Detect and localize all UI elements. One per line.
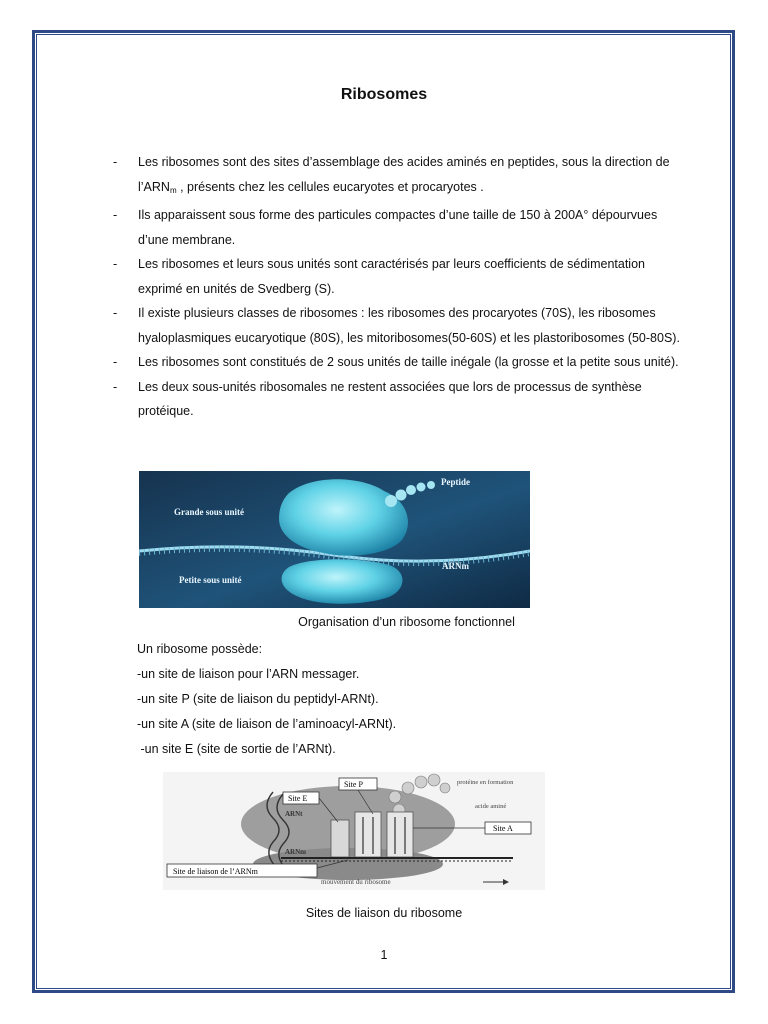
bullet-dash: - [113,355,118,369]
figure-caption: Sites de liaison du ribosome [305,906,463,920]
page-title: Ribosomes [340,86,428,103]
bullet-subscript: m [169,185,177,195]
bullet-item [113,252,683,301]
label-amino-acid: acide aminé [475,803,507,810]
bullet-dash: - [113,208,118,222]
bullet-dash: - [113,257,118,271]
binding-sites-diagram [163,772,545,890]
bullet-text: Les ribosomes sont des sites d’assemblage des acides aminés en peptides, sous la direction de l’ARN [138,155,670,194]
label-mrna: ARNm [442,561,469,571]
label-peptide: Peptide [441,477,470,487]
label-movement: mouvement du ribosome [321,878,391,886]
sites-line: -un site A (site de liaison de l’aminoacyl-ARNt). [137,717,397,731]
label-site-e: Site E [288,794,308,803]
sites-list [137,637,396,762]
bullet-text: Ils apparaissent sous forme des particules compactes d’une taille de 150 à 200A° dépourvues d’une membrane. [138,208,658,247]
label-mrna: ARNm [285,848,306,856]
ribosome-illustration [139,471,530,608]
bullet-text-tail: , présents chez les cellules eucaryotes et procaryotes . [176,179,484,194]
bullet-item [113,350,683,375]
figure-caption: Organisation d’un ribosome fonctionnel [298,615,515,629]
bullet-item [113,301,683,350]
label-protein: protéine en formation [457,779,514,786]
bullet-item [113,150,683,203]
label-small-subunit: Petite sous unité [179,575,242,585]
bullet-item [113,203,683,252]
bullet-item [113,375,683,424]
sites-line: -un site de liaison pour l’ARN messager. [137,667,360,681]
sites-line: -un site E (site de sortie de l’ARNt). [137,742,336,756]
page-number: 1 [380,948,388,962]
bullet-dash: - [113,155,118,169]
bullet-text: Il existe plusieurs classes de ribosomes : les ribosomes des procaryotes (70S), les ribosomes hyaloplasmiques eucaryotique (80S), les mitoribosomes(50-60S) et les plastoribosomes (50-80S). [138,306,680,345]
bullet-list [113,150,683,424]
bullet-text: Les deux sous-unités ribosomales ne restent associées que lors de processus de synthèse protéique. [138,379,642,418]
bullet-dash: - [113,379,118,394]
bullet-text: Les ribosomes et leurs sous unités sont caractérisés par leurs coefficients de sédimentation exprimé en unités de Svedberg (S). [138,257,645,296]
bullet-dash: - [113,306,118,320]
label-trna: ARNt [285,810,303,818]
label-mrna-binding-site: Site de liaison de l’ARNm [173,867,258,876]
bullet-text: Les ribosomes sont constitués de 2 sous unités de taille inégale (la grosse et la petite sous unité). [138,355,679,369]
label-site-a: Site A [493,824,513,833]
label-large-subunit: Grande sous unité [174,507,245,517]
label-site-p: Site P [344,780,363,789]
sites-line: Un ribosome possède: [137,642,263,656]
sites-line: -un site P (site de liaison du peptidyl-ARNt). [137,692,379,706]
